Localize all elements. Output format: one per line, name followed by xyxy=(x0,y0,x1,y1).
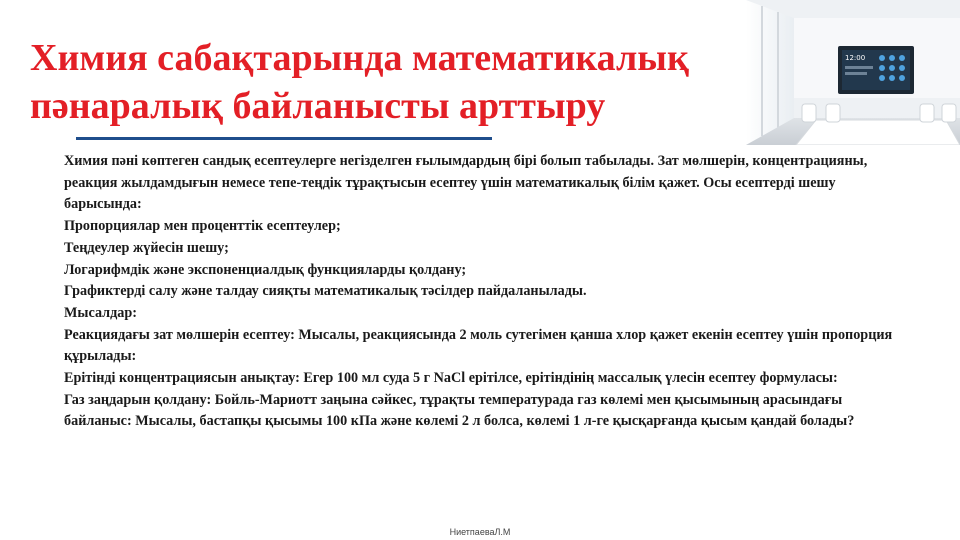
body-intro: Химия пәні көптеген сандық есептеулерге негізделген ғылымдардың бірі болып табылады. Зат мөлшерін, концентрацияны, реакция жылдамдығын немесе тепе-теңдік тұрақтысын есептеу үшін математикалық білім қажет. Осы есептерді шешу барысында: xyxy=(64,153,868,213)
screen-clock: 12:00 xyxy=(845,54,866,62)
conference-table xyxy=(796,120,960,145)
body-item-functions: Логарифмдік және экспоненциалдық функцияларды қолдану; xyxy=(64,261,467,278)
slide-body xyxy=(64,151,894,433)
title-line-1: Химия сабақтарында математикалық xyxy=(30,37,689,79)
example-reaction: Реакциядағы зат мөлшерін есептеу: Мысалы, реакциясында 2 моль сутегімен қанша хлор қажет екенін есептеу үшін пропорция құрылады: xyxy=(64,326,893,365)
conference-room-image xyxy=(746,0,960,145)
wall-screen xyxy=(838,46,914,94)
example-gas-laws: Газ заңдарын қолдану: Бойль-Мариотт заңына сәйкес, тұрақты температурада газ көлемі мен қысымының арасындағы байланыс: Мысалы, бастапқы қысымы 100 кПа және көлемі 2 л болса, көлемі 1 л-ге қысқарғанда қысым қандай болады? xyxy=(64,391,855,430)
body-item-proportions: Пропорциялар мен проценттік есептеулер; xyxy=(64,218,341,235)
examples-heading: Мысалдар: xyxy=(64,304,138,321)
conference-room-illustration xyxy=(746,0,960,145)
title-line-2: пәнаралық байланысты арттыру xyxy=(30,85,606,127)
title-underline xyxy=(76,137,492,140)
slide-title xyxy=(30,34,790,130)
body-item-equations: Теңдеулер жүйесін шешу; xyxy=(64,239,229,256)
example-concentration: Ерітінді концентрациясын анықтау: Егер 100 мл суда 5 г NaCl ерітілсе, ерітіндінің массалық үлесін есептеу формуласы: xyxy=(64,370,838,387)
body-item-graphs: Графиктерді салу және талдау сияқты математикалық тәсілдер пайдаланылады. xyxy=(64,283,587,300)
slide-footer: НиетпаеваЛ.М xyxy=(449,527,511,537)
